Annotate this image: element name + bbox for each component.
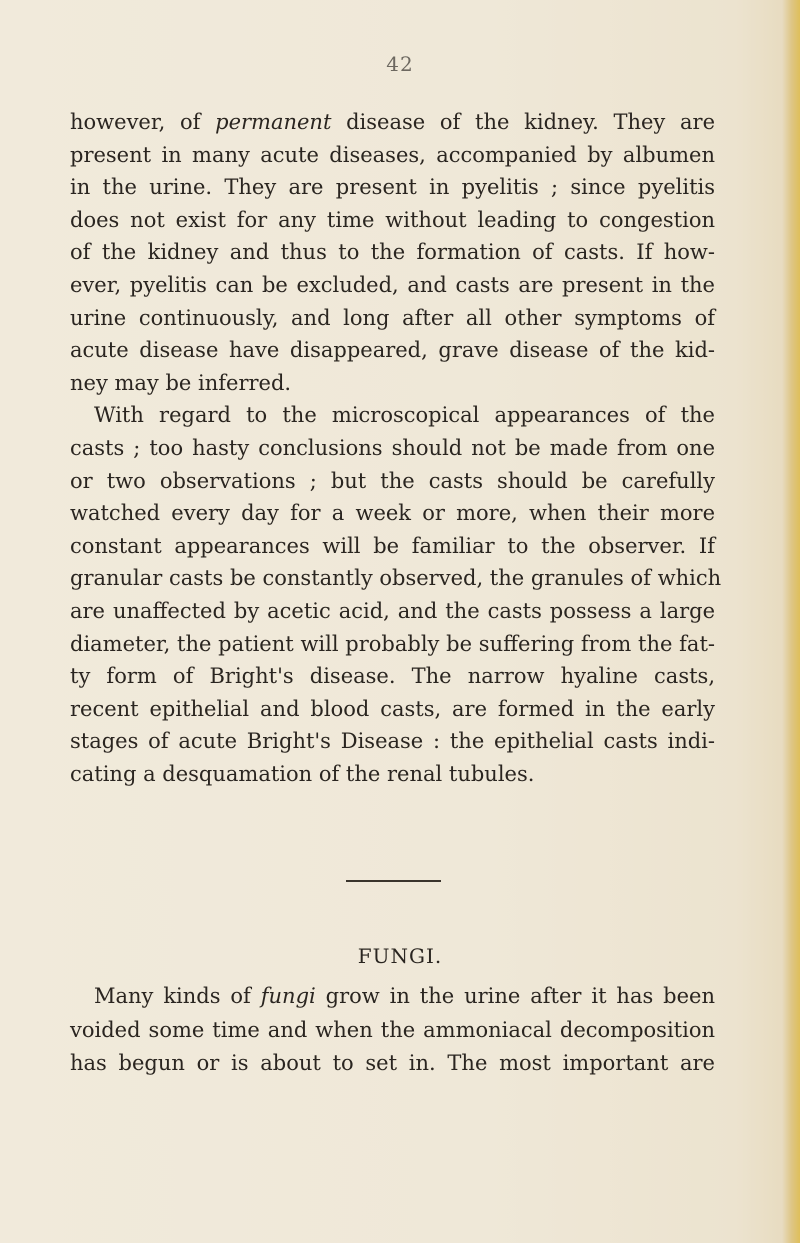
text-line: recent epithelial and blood casts, are formed in the early [70, 696, 715, 721]
text-line: in the urine. They are present in pyelitis ; since pyelitis [70, 175, 715, 200]
text-line: does not exist for any time without leading to congestion [70, 207, 715, 232]
text-line: granular casts be constantly observed, the granules of which [70, 566, 722, 591]
text-line: watched every day for a week or more, when their more [70, 501, 715, 526]
text-line: present in many acute diseases, accompanied by albumen [70, 142, 715, 167]
text-line: acute disease have disappeared, grave disease of the kid- [70, 338, 715, 363]
text-line: constant appearances will be familiar to the observer. If [70, 533, 715, 558]
text-line: or two observations ; but the casts should be carefully [70, 468, 715, 493]
section-divider [346, 880, 441, 882]
body-text-upper [70, 106, 722, 790]
text-line: casts ; too hasty conclusions should not be made from one [70, 435, 715, 460]
section-heading: FUNGI. [357, 944, 443, 968]
text-line: Many kinds of fungi grow in the urine after it has been [94, 984, 715, 1008]
body-text-lower [70, 980, 715, 1081]
text-line: ty form of Bright's disease. The narrow hyaline casts, [70, 664, 715, 689]
text-line: diameter, the patient will probably be suffering from the fat- [70, 631, 715, 656]
text-line: of the kidney and thus to the formation of casts. If how- [70, 240, 715, 265]
text-line: are unaffected by acetic acid, and the casts possess a large [70, 598, 715, 623]
page-edge-shading [782, 0, 800, 1243]
text-line: ever, pyelitis can be excluded, and casts are present in the [70, 272, 715, 297]
text-line: stages of acute Bright's Disease : the epithelial casts indi- [70, 729, 715, 754]
page-number: 42 [386, 52, 414, 76]
italic-term: fungi [260, 984, 316, 1008]
italic-term: permanent [215, 110, 332, 134]
text-line: ney may be inferred. [70, 370, 292, 395]
text-line: voided some time and when the ammoniacal decomposition [70, 1017, 715, 1042]
text-line: With regard to the microscopical appearances of the [94, 403, 715, 428]
text-line: however, of permanent disease of the kidney. They are [70, 110, 715, 134]
text-line: has begun or is about to set in. The most important are [70, 1051, 715, 1075]
text-line: cating a desquamation of the renal tubules. [70, 761, 535, 786]
text-line: urine continuously, and long after all other symptoms of [70, 305, 715, 330]
